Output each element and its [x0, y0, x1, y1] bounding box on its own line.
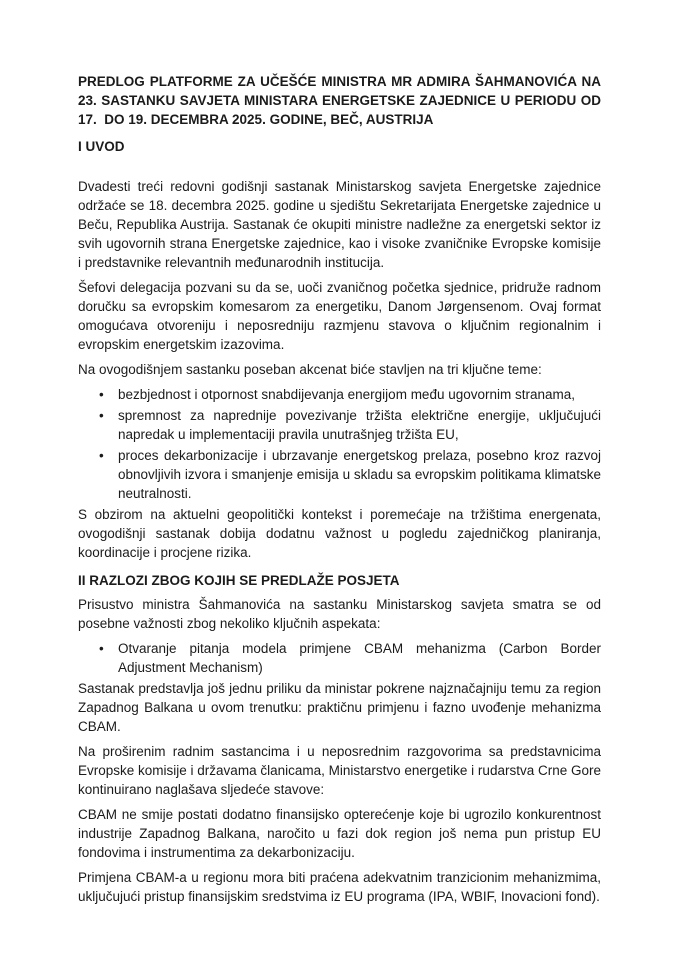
list-item-text: Otvaranje pitanja modela primjene CBAM mehanizma (Carbon Border Adjustment Mechanism) [118, 641, 601, 675]
list-item-text: proces dekarbonizacije i ubrzavanje energetskog prelaza, posebno kroz razvoj obnovljivih izvora i smanjenje emisija u skladu sa evropskim politikama klimatske neutralnosti. [118, 448, 601, 501]
document-title: PREDLOG PLATFORME ZA UČEŠĆE MINISTRA MR ADMIRA ŠAHMANOVIĆA NA 23. SASTANKU SAVJETA MINISTARA ENERGETSKE ZAJEDNICE U PERIODU OD 17. DO 19. DECEMBRA 2025. GODINE, BEČ, AUSTRIJA [78, 74, 605, 127]
bullet-icon: • [99, 408, 104, 423]
paragraph-ministry-positions-lead: Na proširenim radnim sastancima i u neposrednim razgovorima sa predstavnicima Evropske komisije i državama članicama, Ministarstvo energetike i rudarstva Crne Gore kontinuirano naglašava sljedeće stavove: [78, 744, 601, 797]
list-item [99, 385, 601, 404]
key-topics-list [78, 385, 601, 503]
bullet-icon: • [99, 387, 104, 402]
list-item [99, 639, 601, 677]
paragraph-key-topics-lead: Na ovogodišnjem sastanku poseban akcenat biće stavljen na tri ključne teme: [78, 362, 542, 377]
section-heading-razlozi: II RAZLOZI ZBOG KOJIH SE PREDLAŽE POSJETA [78, 573, 400, 588]
paragraph-geopolitical-context: S obzirom na aktuelni geopolitički kontekst i poremećaje na tržištima energenata, ovogodišnji sastanak dobija dodatnu važnost u pogledu zajedničkog planiranja, koordinacije i procjene rizika. [78, 507, 601, 560]
key-aspects-list [78, 639, 601, 677]
section-heading-uvod: I UVOD [78, 139, 125, 154]
paragraph-cbam-burden: CBAM ne smije postati dodatno finansijsko opterećenje koje bi ugrozilo konkurentnost industrije Zapadnog Balkana, naročito u fazi dok region još nema pun pristup EU fondovima i instrumentima za dekarbonizaciju. [78, 807, 601, 860]
list-item [99, 446, 601, 503]
list-item [99, 406, 601, 444]
paragraph-meeting-overview: Dvadesti treći redovni godišnji sastanak Ministarskog savjeta Energetske zajednice održaće se 18. decembra 2025. godine u sjedištu Sekretarijata Energetske zajednice u Beču, Republika Austrija. Sastanak će okupiti ministre nadležne za energetski sektor iz svih ugovornih strana Energetske zajednice, kao i visoke zvaničnike Evropske komisije i predstavnike relevantnih međunarodnih institucija. [78, 179, 601, 270]
list-item-text: bezbjednost i otpornost snabdijevanja energijom među ugovornim stranama, [118, 387, 576, 402]
bullet-icon: • [99, 448, 104, 463]
paragraph-working-breakfast: Šefovi delegacija pozvani su da se, uoči zvaničnog početka sjednice, pridruže radnom doručku sa evropskim komesarom za energetiku, Danom Jørgensenom. Ovaj format omogućava otvoreniju i neposredniju razmjenu stavova o ključnim regionalnim i evropskim energetskim izazovima. [78, 280, 601, 352]
list-item-text: spremnost za naprednije povezivanje tržišta električne energije, uključujući napredak u implementaciji pravila unutrašnjeg tržišta EU, [118, 408, 601, 442]
paragraph-cbam-opportunity: Sastanak predstavlja još jednu priliku da ministar pokrene najznačajniju temu za region Zapadnog Balkana u ovom trenutku: praktičnu primjenu i fazno uvođenje mehanizma CBAM. [78, 681, 601, 734]
paragraph-cbam-transition-mechanisms: Primjena CBAM-a u regionu mora biti praćena adekvatnim tranzicionim mehanizmima, uključujući pristup finansijskim sredstvima iz EU programa (IPA, WBIF, Inovacioni fond). [78, 870, 601, 904]
paragraph-minister-attendance: Prisustvo ministra Šahmanovića na sastanku Ministarskog savjeta smatra se od posebne važnosti zbog nekoliko ključnih aspekata: [78, 597, 601, 631]
bullet-icon: • [99, 641, 104, 656]
